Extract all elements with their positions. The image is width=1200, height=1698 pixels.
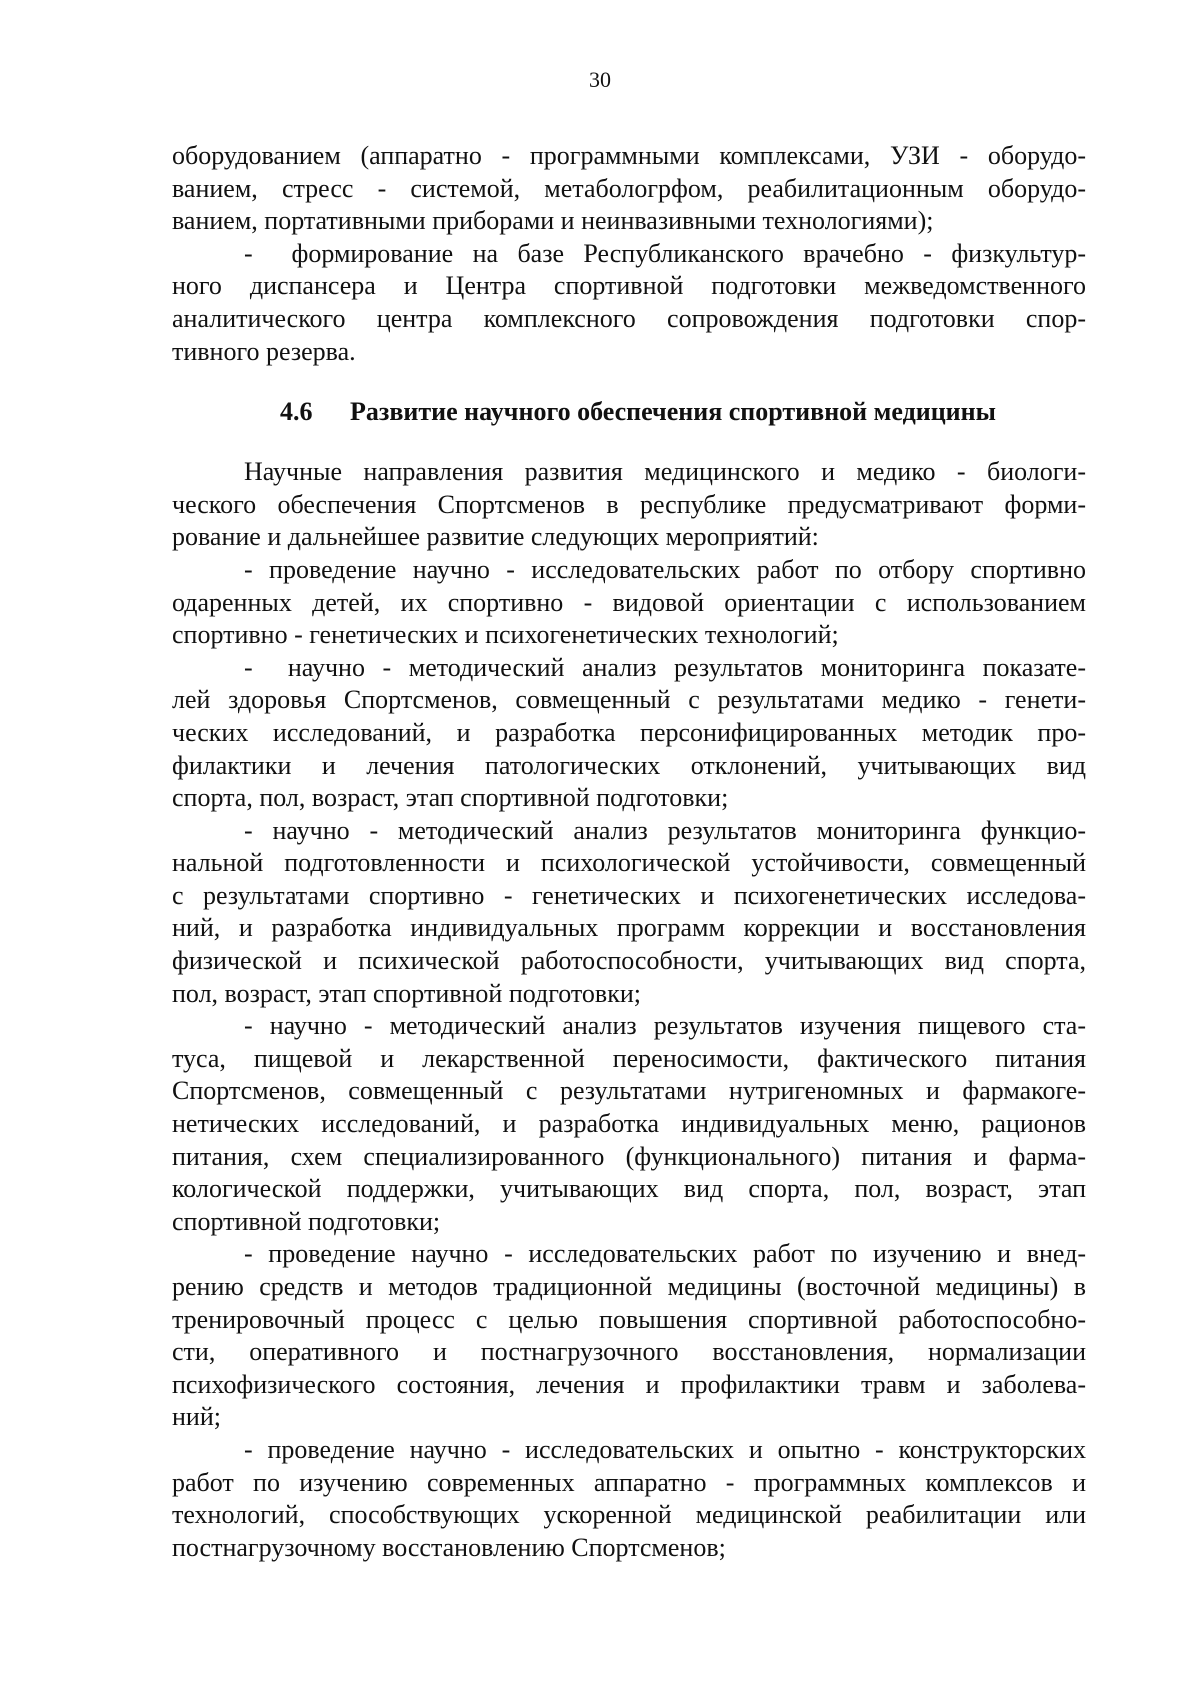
text-line: рению средств и методов традиционной медицины (восточной медицины) в [172,1272,1086,1301]
text-line: - проведение научно - исследовательских работ по отбору спортивно [244,554,1086,584]
text-line: сти, оперативного и постнагрузочного восстановления, нормализации [172,1337,1086,1367]
text-line: - научно - методический анализ результатов мониторинга функцио- [244,815,1086,845]
text-line: рование и дальнейшее развитие следующих мероприятий: [172,522,819,552]
text-line: с результатами спортивно - генетических и психогенетических исследова- [172,880,1086,910]
text-line: ний, и разработка индивидуальных программ коррекции и восстановления [172,913,1086,943]
text-line: - проведение научно - исследовательских и опытно - конструкторских [244,1434,1086,1464]
text-line: ческого обеспечения Спортсменов в республике предусматривают форми- [172,489,1086,519]
text-line: постнагрузочному восстановлению Спортсменов; [172,1532,726,1562]
text-line: Научные направления развития медицинского и медико - биологи- [244,457,1086,487]
section-heading [172,396,1086,428]
text-line: ний; [172,1402,221,1432]
paragraph [172,140,1086,238]
paragraph [172,456,1086,554]
paragraph [172,554,1086,652]
text-line: спорта, пол, возраст, этап спортивной подготовки; [172,783,729,813]
text-line: Спортсменов, совмещенный с результатами нутригеномных и фармакоге- [172,1076,1086,1106]
section-title: Развитие научного обеспечения спортивной медицины [350,397,996,427]
paragraph [172,652,1086,815]
text-line: питания, схем специализированного (функционального) питания и фарма- [172,1141,1086,1171]
paragraph [172,1010,1086,1238]
text-line: ного диспансера и Центра спортивной подготовки межведомственного [172,271,1086,301]
text-line: тренировочный процесс с целью повышения спортивной работоспособно- [172,1304,1086,1334]
text-line: ческих исследований, и разработка персонифицированных методик про- [172,717,1086,747]
text-line: одаренных детей, их спортивно - видовой ориентации с использованием [172,587,1086,617]
paragraph [172,238,1086,368]
text-line: кологической поддержки, учитывающих вид спорта, пол, возраст, этап [172,1174,1086,1204]
section-number: 4.6 [280,397,313,427]
document-body [172,140,1086,1564]
text-line: ванием, портативными приборами и неинвазивными технологиями); [172,206,934,236]
text-line: тивного резерва. [172,336,356,366]
text-line: пол, возраст, этап спортивной подготовки; [172,978,641,1008]
text-line: психофизического состояния, лечения и профилактики травм и заболева- [172,1369,1086,1399]
text-line: спортивно - генетических и психогенетических технологий; [172,620,839,650]
text-line: ванием, стресс - системой, метабологрфом, реабилитационным оборудо- [172,173,1086,203]
paragraph [172,1434,1086,1564]
text-line: - проведение научно - исследовательских работ по изучению и внед- [244,1239,1086,1269]
text-line: физической и психической работоспособности, учитывающих вид спорта, [172,946,1086,976]
text-line: нетических исследований, и разработка индивидуальных меню, рационов [172,1109,1086,1139]
text-line: - формирование на базе Республиканского врачебно - физкультур- [244,238,1086,268]
text-line: - научно - методический анализ результатов изучения пищевого ста- [244,1011,1086,1041]
text-line: филактики и лечения патологических отклонений, учитывающих вид [172,750,1086,780]
text-line: туса, пищевой и лекарственной переносимости, фактического питания [172,1043,1086,1073]
page-number: 30 [589,67,611,92]
paragraph [172,815,1086,1011]
text-line: аналитического центра комплексного сопровождения подготовки спор- [172,303,1086,333]
text-line: оборудованием (аппаратно - программными комплексами, УЗИ - оборудо- [172,141,1086,170]
text-line: - научно - методический анализ результатов мониторинга показате- [244,652,1086,682]
text-line: нальной подготовленности и психологической устойчивости, совмещенный [172,848,1086,878]
paragraph [172,1238,1086,1434]
text-line: технологий, способствующих ускоренной медицинской реабилитации или [172,1500,1086,1530]
text-line: спортивной подготовки; [172,1206,441,1236]
text-line: лей здоровья Спортсменов, совмещенный с результатами медико - генети- [172,685,1086,715]
text-line: работ по изучению современных аппаратно - программных комплексов и [172,1467,1086,1497]
